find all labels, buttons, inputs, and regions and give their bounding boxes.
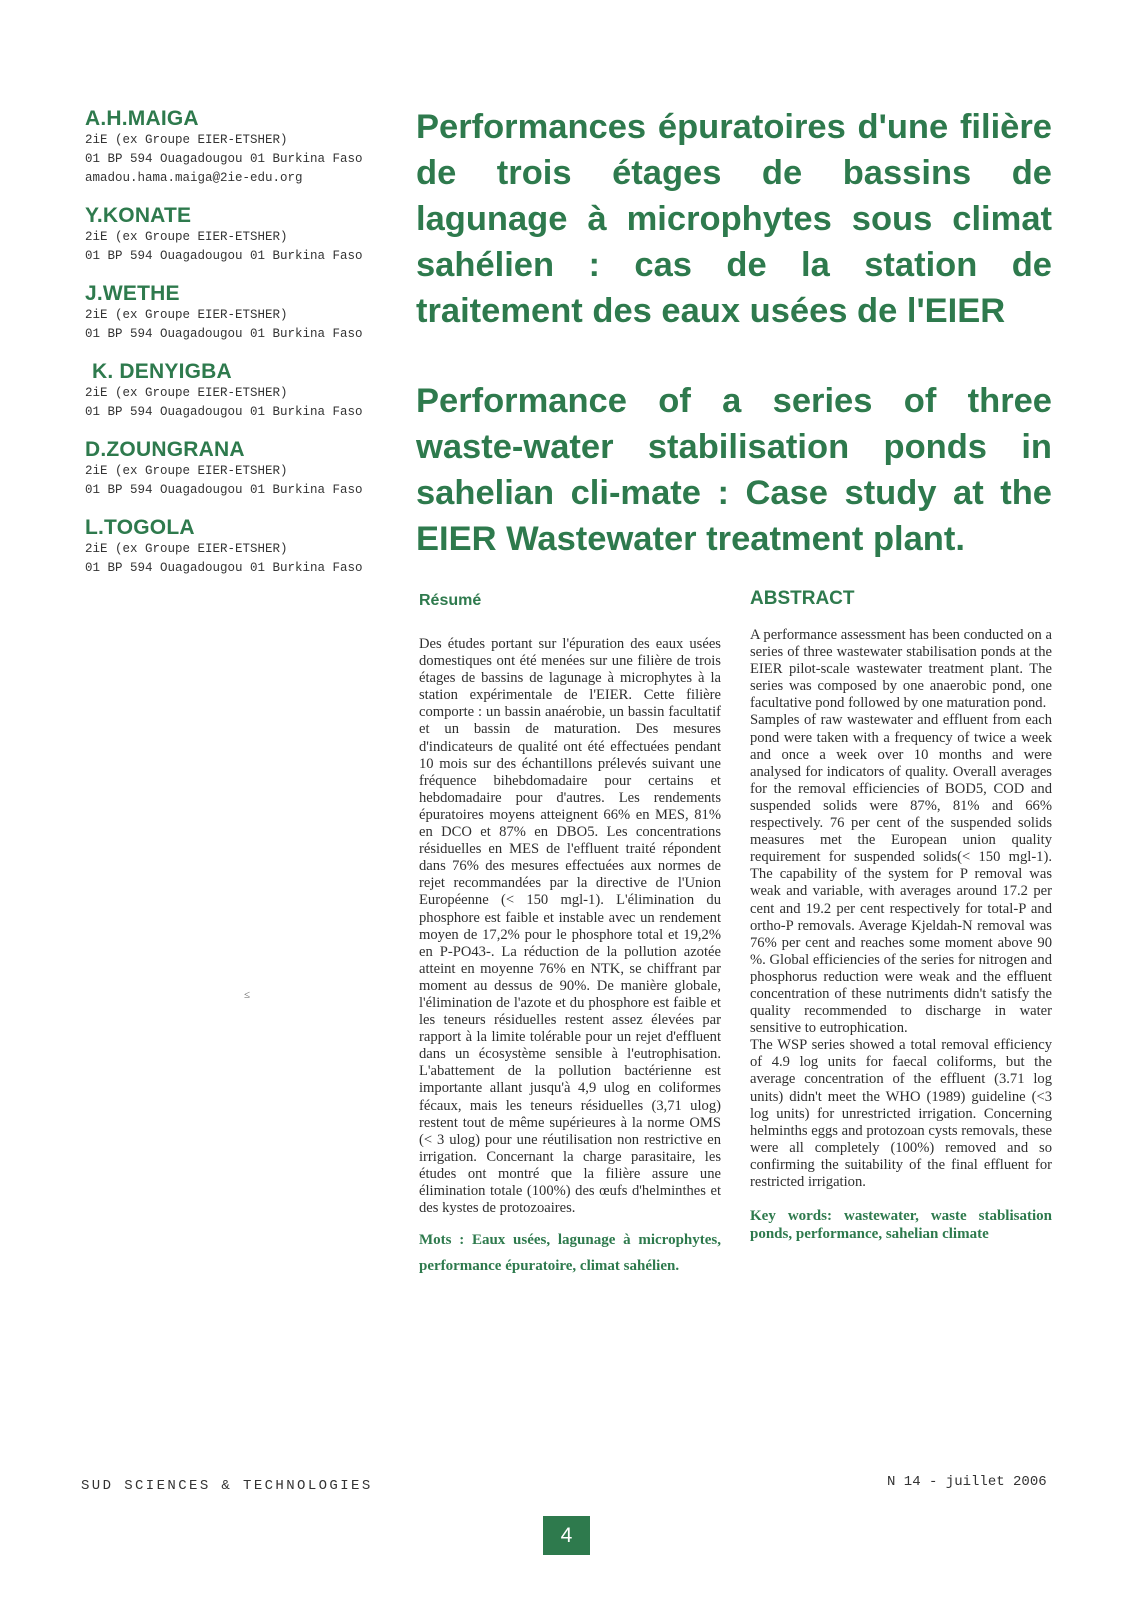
resume-column	[419, 592, 721, 1279]
author-name: K. DENYIGBA	[92, 360, 232, 383]
abstract-paragraph: The WSP series showed a total removal efficiency of 4.9 log units for faecal coliforms, but the average concentration of the effluent (3.71 log units) didn't meet the WHO (1989) guideline (<3 log units) for unrestricted irrigation. Concerning helminths eggs and protozoan cysts removals, these were all completely (100%) removed and so confirming the suitability of the final effluent for restricted irrigation.	[750, 1037, 1052, 1190]
french-title: Performances épuratoires d'une filière de trois étages de bassins de lagunage à microphytes sous climat sahélien : cas de la station de traitement des eaux usées de l'EIER	[416, 108, 1052, 330]
page-number: 4	[543, 1516, 590, 1555]
english-title: Performance of a series of three waste-water stabilisation ponds in sahelian cli-mate : Case study at the EIER Wastewater treatment plant.	[416, 382, 1052, 558]
author-address: 01 BP 594 Ouagadougou 01 Burkina Faso	[85, 483, 363, 497]
author-affiliation: 2iE (ex Groupe EIER-ETSHER)	[85, 133, 288, 147]
author-name: D.ZOUNGRANA	[85, 438, 245, 461]
author-block	[85, 203, 385, 266]
abstract-keywords: Key words: wastewater, waste stablisation ponds, performance, sahelian climate	[750, 1208, 1052, 1243]
journal-name: SUD SCIENCES & TECHNOLOGIES	[81, 1478, 373, 1494]
resume-keywords: Mots : Eaux usées, lagunage à microphytes, performance épuratoire, climat sahélien.	[419, 1232, 721, 1275]
abstract-paragraph: A performance assessment has been conducted on a series of three wastewater stabilisation ponds at the EIER pilot-scale wastewater treatment plant. The series was composed by one anaerobic pond, one facultative pond followed by one maturation pond.	[750, 627, 1052, 712]
author-address: 01 BP 594 Ouagadougou 01 Burkina Faso	[85, 152, 363, 166]
author-name: A.H.MAIGA	[85, 107, 199, 130]
author-block	[85, 281, 385, 344]
author-block	[85, 106, 385, 188]
author-affiliation: 2iE (ex Groupe EIER-ETSHER)	[85, 464, 288, 478]
author-email: amadou.hama.maiga@2ie-edu.org	[85, 171, 303, 185]
author-affiliation: 2iE (ex Groupe EIER-ETSHER)	[85, 230, 288, 244]
issue-info: N 14 - juillet 2006	[887, 1474, 1047, 1490]
author-address: 01 BP 594 Ouagadougou 01 Burkina Faso	[85, 561, 363, 575]
author-list	[85, 106, 385, 593]
resume-heading: Résumé	[419, 592, 482, 609]
author-affiliation: 2iE (ex Groupe EIER-ETSHER)	[85, 386, 288, 400]
author-affiliation: 2iE (ex Groupe EIER-ETSHER)	[85, 542, 288, 556]
abstract-heading: ABSTRACT	[750, 588, 855, 609]
author-block	[85, 515, 385, 578]
author-block	[85, 437, 385, 500]
author-name: J.WETHE	[85, 282, 180, 305]
author-address: 01 BP 594 Ouagadougou 01 Burkina Faso	[85, 327, 363, 341]
resume-body: Des études portant sur l'épuration des eaux usées domestiques ont été menées sur une filière de trois étages de bassins de lagunage à microphytes à la station expérimentale de l'EIER. Cette filière comporte : un bassin anaérobie, un bassin facultatif et un bassin de maturation. Des mesures d'indicateurs de qualité ont été effectuées pendant 10 mois sur des échantillons prélevés suivant une fréquence bihebdomadaire pour certains et hebdomadaire pour d'autres. Les rendements épuratoires moyens atteignent 66% en MES, 81% en DCO et 87% en DBO5. Les concentrations résiduelles en MES de l'effluent traité répondent dans 76% des mesures effectuées aux normes de rejet recommandées par la directive de l'Union Européenne (< 150 mgl-1). L'élimination du phosphore est faible et instable avec un rendement moyen de 17,2% pour le phosphore total et 19,2% en P-PO43-. La réduction de la pollution azotée atteint en moyenne 76% en NTK, se chiffrant par moment au dessus de 90%. De manière globale, l'élimination de l'azote et du phosphore est faible et les teneurs résiduelles restent assez élevées par rapport à la limite tolérable pour un rejet d'effluent dans un écosystème sensible à l'eutrophisation. L'abattement de la pollution bactérienne est importante allant jusqu'à 4,9 ulog en coliformes fécaux, mais les teneurs résiduelles (3,71 ulog) restent tout de même supérieures à la norme OMS (< 3 ulog) pour une réutilisation non restrictive en irrigation. Concernant la charge parasitaire, les études ont montré que la filière assure une élimination totale (100%) des œufs d'helminthes et des kystes de protozoaires.	[419, 636, 721, 1217]
abstract-column	[750, 588, 1052, 1243]
author-address: 01 BP 594 Ouagadougou 01 Burkina Faso	[85, 405, 363, 419]
author-name: L.TOGOLA	[85, 516, 195, 539]
abstract-paragraph: Samples of raw wastewater and effluent from each pond were taken with a frequency of twice a week and once a week over 10 months and were analysed for indicators of quality. Overall averages for the removal efficiencies of BOD5, COD and suspended solids were 87%, 81% and 66% respectively. 76 per cent of the suspended solids measures met the European union quality requirement for suspended solids(< 150 mgl-1). The capability of the system for P removal was weak and variable, with averages around 17.2 per cent and 19.2 per cent respectively for total-P and ortho-P removals. Average Kjeldah-N removal was 76% per cent and reaches some moment above 90 %. Global efficiencies of the series for nitrogen and phosphorus reduction were weak and the effluent concentration of these nutriments didn't satisfy the quality recommended to discharge in water sensitive to eutrophication.	[750, 712, 1052, 1037]
author-address: 01 BP 594 Ouagadougou 01 Burkina Faso	[85, 249, 363, 263]
stray-symbol: ≤	[244, 989, 251, 1001]
author-block	[85, 359, 385, 422]
author-name: Y.KONATE	[85, 204, 192, 227]
author-affiliation: 2iE (ex Groupe EIER-ETSHER)	[85, 308, 288, 322]
